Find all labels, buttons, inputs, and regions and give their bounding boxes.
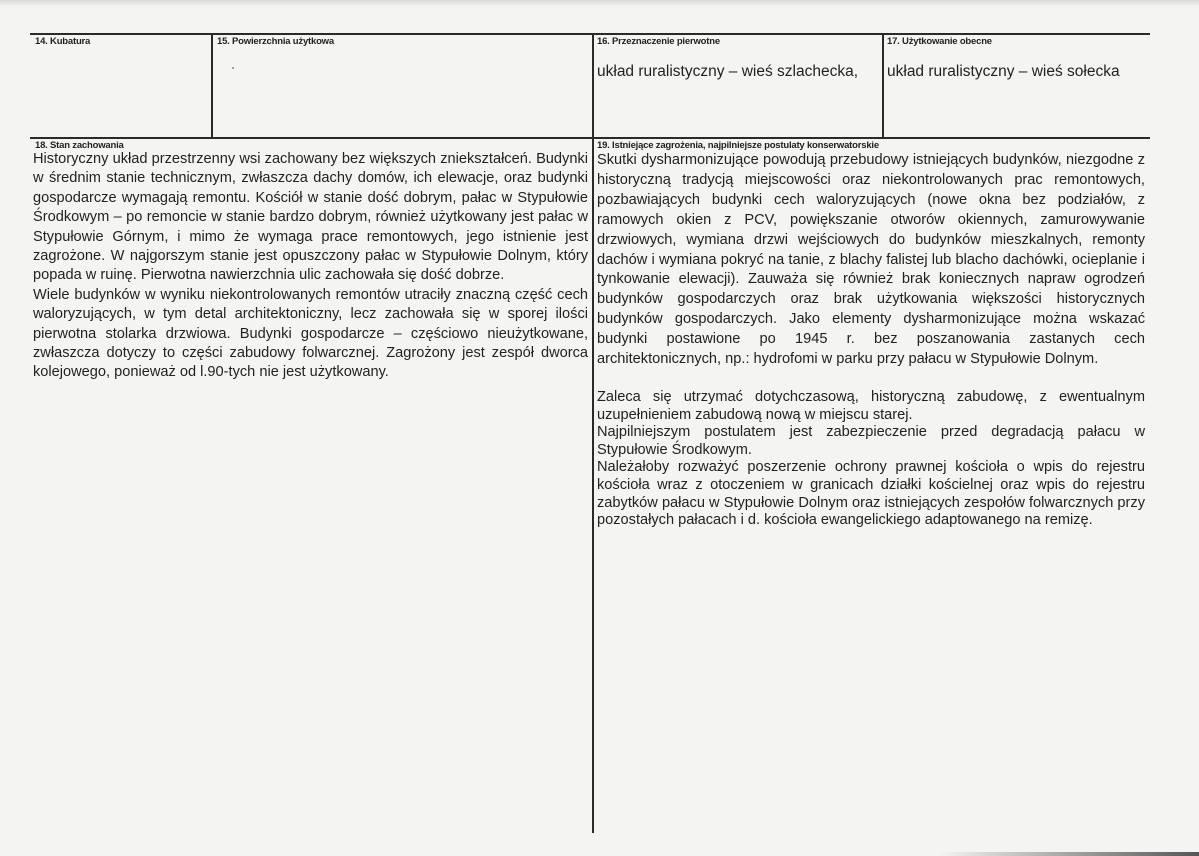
- row-separator: [30, 137, 1150, 139]
- scan-edge-shadow: [939, 852, 1199, 856]
- field-14-label: 14. Kubatura: [35, 36, 91, 47]
- field-18-paragraph: Wiele budynków w wyniku niekontrolowanych remontów utraciły znaczną część cech waloryzujących, w tym detal architektoniczny, lecz zachowała się w sporej ilości pierwotna stolarka drzwiowa. Budynki gospodarcze – częściowo nieużytkowane, zwłaszcza dotyczy to części zabudowy folwarcznej. Zagrożony jest zespół dworca kolejowego, ponieważ od l.90-tych nie jest użytkowany.: [33, 286, 588, 381]
- column-divider-16-17: [882, 34, 884, 138]
- field-19-paragraph: Należałoby rozważyć poszerzenie ochrony prawnej kościoła o wpis do rejestru kościoła wraz z otoczeniem w granicach działki kościelnej oraz wpis do rejestru zabytków pałacu w Stypułowie Dolnym oraz istniejących zespołów folwarcznych przy pozostałych pałacach i d. kościoła ewangelickiego adaptowanego na remizę.: [597, 459, 1145, 529]
- field-19-text: [597, 151, 1145, 530]
- scan-edge-shadow: [0, 0, 1199, 6]
- column-divider-18-19: [592, 138, 594, 833]
- scan-speck: [232, 67, 234, 69]
- column-divider-14-15: [211, 34, 213, 138]
- field-16-value: układ ruralistyczny – wieś szlachecka,: [597, 63, 859, 80]
- field-19-paragraph: Najpilniejszym postulatem jest zabezpieczenie przed degradacją pałacu w Stypułowie Środkowym.: [597, 424, 1145, 458]
- field-17-value: układ ruralistyczny – wieś sołecka: [887, 63, 1120, 80]
- field-18-paragraph: Historyczny układ przestrzenny wsi zachowany bez większych zniekształceń. Budynki w średnim stanie technicznym, zwłaszcza dachy domów, ich elewacje, oraz budynki gospodarcze wymagają remontu. Kościół w stanie dość dobrym, pałac w Stypułowie Środkowym – po remoncie w stanie bardzo dobrym, również użytkowany jest pałac w Stypułowie Górnym, i mimo że wymaga prace remontowych, jego istnienie jest zagrożone. W najgorszym stanie jest opuszczony pałac w Stypułowie Dolnym, który popada w ruinę. Pierwotna nawierzchnia ulic zachowała się dość dobrze.: [33, 151, 588, 284]
- field-19-paragraph: Zaleca się utrzymać dotychczasową, historyczną zabudowę, z ewentualnym uzupełnieniem zabudową nową w miejscu starej.: [597, 388, 1145, 423]
- field-19-label: 19. Istniejące zagrożenia, najpilniejsze postulaty konserwatorskie: [597, 140, 879, 151]
- field-16-label: 16. Przeznaczenie pierwotne: [597, 36, 720, 47]
- table-top-border: [30, 33, 1150, 35]
- field-18-label: 18. Stan zachowania: [35, 140, 124, 151]
- field-18-text: [33, 150, 588, 383]
- field-15-label: 15. Powierzchnia użytkowa: [217, 36, 334, 47]
- field-19-paragraph: Skutki dysharmonizujące powodują przebudowy istniejących budynków, niezgodne z historyczną tradycją miejscowości oraz niekontrolowanych prac remontowych, pozbawiających budynki cech waloryzujących (nowe okna bez podziałów, z ramowych okien z PCV, powiększanie otworów okiennych, zamurowywanie drzwiowych, wymiana drzwi wejściowych do budynków mieszkalnych, remonty dachów i wymiana pokryć na tanie, z blachy falistej lub blacho dachówki, ocieplanie i tynkowanie elewacji). Zauważa się również brak koniecznych napraw ogrodzeń budynków gospodarczych oraz brak użytkowania większości historycznych budynków gospodarczych. Jako elementy dysharmonizujące można wskazać budynki postawione po 1945 r. bez poszanowania zastanych cech architektonicznych, np.: hydrofomi w parku przy pałacu w Stypułowie Dolnym.: [597, 152, 1145, 368]
- column-divider-15-16: [592, 34, 594, 138]
- field-17-label: 17. Użytkowanie obecne: [887, 36, 992, 47]
